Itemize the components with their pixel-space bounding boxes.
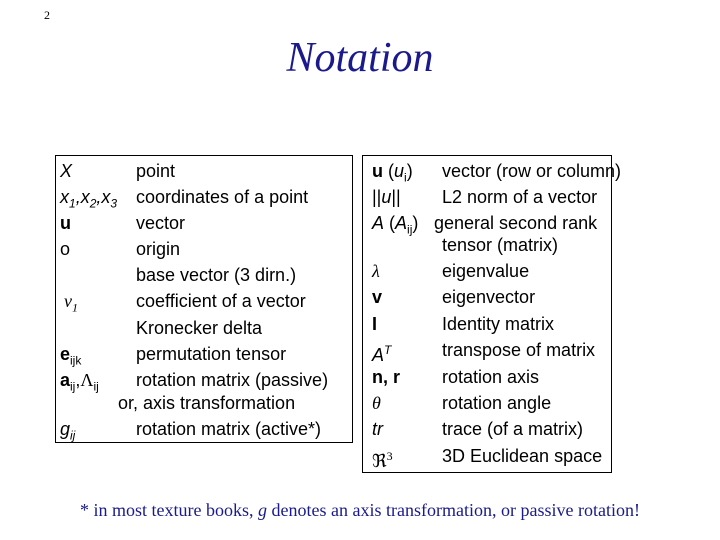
symbol: λ	[372, 261, 380, 281]
symbol: tr	[372, 419, 383, 439]
description: coefficient of a vector	[136, 291, 306, 311]
description: transpose of matrix	[442, 340, 596, 360]
description: permutation tensor	[136, 344, 287, 364]
description: eigenvalue	[442, 261, 530, 281]
description: general second rank	[434, 213, 598, 233]
description: trace (of a matrix)	[442, 419, 584, 439]
page-title: Notation	[286, 35, 434, 81]
symbol: $A^T$	[372, 343, 392, 365]
description: 3D Euclidean space	[442, 446, 603, 466]
symbol: A $(A_{ij})$	[372, 213, 419, 237]
symbol: $e_{ijk}$	[60, 344, 82, 368]
symbol: u $(u_i)$	[372, 161, 413, 185]
description: base vector (3 dirn.)	[136, 265, 297, 285]
symbol: X	[60, 161, 73, 181]
notation-box-right	[362, 155, 622, 473]
description: rotation matrix (passive)	[136, 370, 329, 390]
description: origin	[136, 239, 181, 259]
slide-number: 2	[44, 8, 50, 22]
description: rotation axis	[442, 367, 540, 387]
symbol: θ	[372, 393, 381, 413]
description: vector	[136, 213, 186, 233]
symbol: o	[60, 239, 71, 259]
description: rotation angle	[442, 393, 552, 413]
notation-box-left	[55, 155, 353, 443]
description: tensor (matrix)	[442, 235, 559, 255]
symbol: $x_1,x_2,x_3$	[60, 187, 118, 211]
description: point	[136, 161, 176, 181]
symbol: v	[372, 287, 383, 307]
symbol: I	[372, 314, 378, 334]
description: Identity matrix	[442, 314, 555, 334]
footnote: * in most texture books, g denotes an axis transformation, or passive rotation!	[80, 500, 640, 520]
symbol: n, r	[372, 367, 401, 387]
description: coordinates of a point	[136, 187, 309, 207]
symbol: $a_{ij},\Lambda_{ij}$	[60, 370, 99, 394]
description: Kronecker delta	[136, 318, 263, 338]
description: vector (row or column)	[442, 161, 622, 181]
description: eigenvector	[442, 287, 536, 307]
description: or, axis transformation	[118, 393, 296, 413]
description: L2 norm of a vector	[442, 187, 598, 207]
symbol: ℜ$^3$	[372, 449, 393, 471]
symbol: u	[60, 213, 71, 233]
symbol: $\nu_1$	[64, 291, 78, 315]
description: rotation matrix (active*)	[136, 419, 322, 439]
symbol: ||u||	[372, 187, 401, 207]
symbol: $g_{ij}$	[60, 419, 76, 443]
